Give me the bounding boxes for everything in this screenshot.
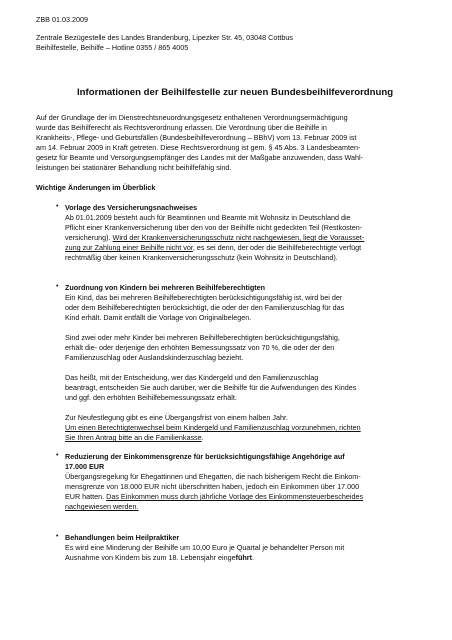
section-heading: Wichtige Änderungen im Überblick: [36, 183, 156, 192]
item-heading-kinder: Zuordnung von Kindern bei mehreren Beihilfeberechtigten: [65, 283, 266, 292]
bullet-icon: •: [56, 203, 59, 210]
item-body-kinder-p2: Sind zwei oder mehr Kinder bei mehreren Beihilfeberechtigten berücksichtigungsfähig, erhält die- oder derjenige den erhöhten Bemessungssatz von 70 %, die oder der den Familienzuschlag oder Auslandskinderzuschlag bezieht.: [65, 333, 340, 362]
document-reference: ZBB 01.03.2009: [36, 15, 88, 24]
sender-address: Zentrale Bezügestelle des Landes Brandenburg, Lipezker Str. 45, 03048 Cottbus: [36, 33, 293, 42]
bullet-icon: •: [56, 452, 59, 459]
underlined-text: Wird der Krankenversicherungsschutz nicht nachgewiesen, liegt die Vorausset-: [112, 233, 365, 242]
underlined-text: Sie Ihren Antrag bitte an die Familienkasse: [65, 433, 202, 442]
underlined-text: Um einen Berechtigtenwechsel beim Kindergeld und Familienzuschlag vorzunehmen, richten: [65, 423, 361, 432]
underlined-text: Das Einkommen muss durch jährliche Vorlage des Einkommensteuerbescheides: [106, 492, 364, 501]
item-body-kinder-p1: Ein Kind, das bei mehreren Beihilfeberechtigten berücksichtigungsfähig ist, wird bei der oder dem Beihilfeberechtigten berücksichtigt, die oder der den Familienzuschlag für das Kind erhält. Damit entfällt die Vorlage von Originalbelegen.: [65, 293, 345, 322]
page-title: Informationen der Beihilfestelle zur neuen Bundesbeihilfeverordnung: [77, 87, 394, 98]
intro-line: Krankheits-, Pflege- und Geburtsfällen (Bundesbeihilfeverordnung – BBhV) vom 13. Februar 2009 ist: [36, 133, 357, 142]
item-heading-versicherung: Vorlage des Versicherungsnachweises: [65, 203, 198, 212]
item-heading-heilpraktiker: Behandlungen beim Heilpraktiker: [65, 533, 180, 542]
item-body-kinder-p3: Das heißt, mit der Entscheidung, wer das Kindergeld und den Familienzuschlag beantragt, entscheiden Sie auch darüber, wer die Beihilfe für die Aufwendungen des Kindes und ggf. den erhöhten Beihilfebemessungssatz erhält.: [65, 373, 357, 402]
item-body-kinder-p4: Zur Neufestlegung gibt es eine Übergangsfrist von einem halben Jahr. Um einen Berechtigtenwechsel beim Kindergeld und Familienzuschlag vorzunehmen, richten Sie Ihren Antrag bitte an die Familienkasse.: [65, 413, 361, 442]
underlined-text: nachgewiesen werden.: [65, 502, 139, 511]
bullet-icon: •: [56, 283, 59, 290]
bullet-icon: •: [56, 533, 59, 540]
intro-line: Auf der Grundlage der im Dienstrechtsneuordnungsgesetz enthaltenen Verordnungsermächtigung: [36, 113, 348, 122]
intro-line: am 14. Februar 2009 in Kraft getreten. Diese Rechtsverordnung ist gem. § 45 Abs. 3 Landesbeamten-: [36, 143, 361, 152]
item-body-heilpraktiker: Es wird eine Minderung der Beihilfe um 10,00 Euro je Quartal je behandelter Person mit Ausnahme von Kindern bis zum 18. Lebensjahr eingeführt.: [65, 543, 345, 562]
item-body-einkommen: Übergangsregelung für Ehegattinnen und Ehegatten, die nach bisherigem Recht die Einkom- mensgrenze von 18.000 EUR nicht überschritten haben, jedoch ein Einkommen über 17.000 EUR hatten. Das Einkommen muss durch jährliche Vorlage des Einkommensteuerbescheides nachgewiesen werden.: [65, 472, 364, 511]
intro-line: leistungen bei stationärer Behandlung nicht beihilfefähig sind.: [36, 163, 232, 172]
intro-line: wurde das Beihilferecht als Rechtsverordnung erlassen. Die Verordnung über die Beihilfe in: [36, 123, 327, 132]
item-heading-einkommen: Reduzierung der Einkommensgrenze für berücksichtigungsfähige Angehörige auf 17.000 EUR: [65, 452, 345, 471]
intro-line: gesetz für Beamte und Versorgungsempfänger des Landes mit der Maßgabe anzuwenden, dass Wahl-: [36, 153, 363, 162]
intro-paragraph: [36, 113, 363, 173]
underlined-text: zung zur Zahlung einer Beihilfe nicht vor: [65, 243, 193, 252]
item-body-versicherung: Ab 01.01.2009 besteht auch für Beamtinnen und Beamte mit Wohnsitz in Deutschland die Pflicht einer Krankenversicherung über den von der Beihilfe nicht gedeckten Teil (Restkosten- versicherung). Wird der Krankenversicherungsschutz nicht nachgewiesen, liegt die Vorausset- zung zur Zahlung einer Beihilfe nicht vor, es sei denn, der oder die Beihilfeberechtigte verfügt rechtmäßig über keinen Krankenversicherungsschutz (kein Wohnsitz in Deutschland).: [65, 213, 365, 262]
hotline-info: Beihilfestelle, Beihilfe – Hotline 0355 / 865 4005: [36, 43, 189, 52]
